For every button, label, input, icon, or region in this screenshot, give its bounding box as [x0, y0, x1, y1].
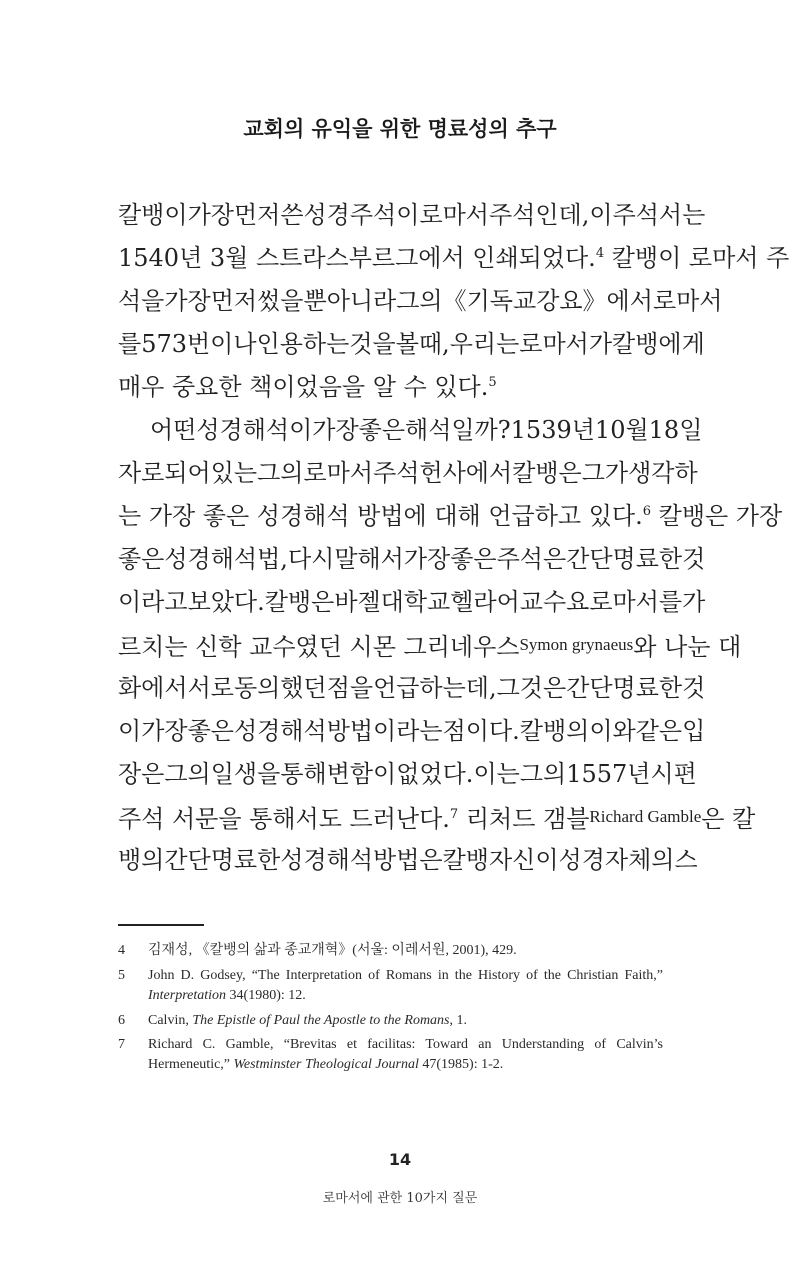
word: 어떤: [150, 416, 197, 444]
word: 간단명료한: [164, 846, 281, 874]
body-line: [118, 846, 698, 874]
word: 장은: [118, 760, 165, 788]
page-number: 14: [388, 1150, 412, 1169]
body-line: 1540년 3월 스트라스부르그에서 인쇄되었다.$^4$ 칼뱅이 로마서 주: [118, 244, 790, 272]
word: 통해: [280, 760, 327, 788]
word: 되어: [164, 459, 211, 487]
word: 573번이나: [141, 330, 257, 358]
word: 해석일까?: [405, 416, 511, 444]
word: 가: [682, 588, 706, 616]
word: 로마서: [419, 201, 489, 229]
word: 가장: [403, 545, 451, 573]
word: 그것은: [496, 674, 567, 702]
footnote-number: 4: [118, 943, 125, 958]
word: 때,: [418, 330, 450, 358]
book-title: 로마서에 관한 10가지 질문: [322, 1191, 478, 1206]
word: 이라고: [118, 588, 188, 616]
word: 칼뱅은: [264, 588, 335, 616]
word: 자체의: [604, 846, 675, 874]
word: 볼: [395, 330, 419, 358]
word: 그가: [581, 459, 629, 487]
word: 칼뱅에게: [612, 330, 705, 358]
body-line: 매우 중요한 책이었음을 알 수 있다.$^5$: [118, 373, 497, 401]
body-line: [118, 588, 706, 616]
word: 같은: [635, 717, 683, 745]
footnote-number: 5: [118, 968, 125, 983]
word: 이: [118, 717, 142, 745]
word: 우리는: [449, 330, 520, 358]
word: 18일: [648, 416, 703, 444]
footnote-text: 김재성, 《칼뱅의 삶과 종교개혁》(서울: 이레서원, 2001), 429.: [148, 943, 517, 958]
body-line: [118, 330, 705, 358]
word: 1557년: [566, 760, 651, 788]
word: 주석인데,: [489, 201, 590, 229]
word: 것: [682, 674, 706, 702]
word: 좋은: [358, 416, 406, 444]
word: 칼뱅은: [512, 459, 582, 487]
word: 것을: [349, 330, 396, 358]
word: 서로: [187, 674, 234, 702]
word: 이와: [589, 717, 636, 745]
word: 동의했던: [233, 674, 327, 702]
latin-name: Symon grynaeus: [519, 635, 634, 654]
footnote-number: 6: [118, 1013, 125, 1028]
word: 입: [682, 717, 706, 745]
word: 성경해석이: [196, 416, 313, 444]
word: 성경: [303, 201, 350, 229]
word: 칼뱅: [442, 846, 489, 874]
word: 성경해석: [233, 717, 327, 745]
word: 변함이: [326, 760, 397, 788]
word: 없었다.: [396, 760, 474, 788]
word: 성경해석: [280, 846, 374, 874]
word: 가장: [141, 717, 188, 745]
word: 스: [674, 846, 698, 874]
word: 점을: [326, 674, 374, 702]
word: 방법은: [373, 846, 443, 874]
word: 를: [118, 330, 142, 358]
footnote-text: Calvin, The Epistle of Paul the Apostle to the Romans, 1.: [148, 1013, 468, 1028]
word: 간단명료한: [566, 545, 683, 573]
word: 생각하: [628, 459, 698, 487]
word: 그의: [519, 760, 567, 788]
word: 좋은: [118, 545, 165, 573]
body-line: [150, 416, 703, 444]
body-line: [118, 760, 697, 788]
word: 자신이: [488, 846, 559, 874]
word: 10월: [594, 416, 649, 444]
footnote-ref[interactable]: 4: [595, 246, 605, 261]
footnote-divider: [118, 924, 204, 926]
word: 주석서는: [612, 201, 706, 229]
body-line: 르치는 신학 교수였던 시몬 그리네우스$^{Symon grynaeus}$와 나눈 대: [118, 633, 742, 661]
word: 방법이라는: [326, 717, 443, 745]
word: 가장: [312, 416, 359, 444]
word: 칼뱅의: [519, 717, 590, 745]
word: 주석: [373, 459, 420, 487]
word: 석을: [118, 287, 165, 315]
word: 시편: [650, 760, 697, 788]
word: 로마서가: [519, 330, 613, 358]
body-line: [118, 459, 698, 487]
word: 강요》에서: [536, 287, 653, 315]
word: 이는: [473, 760, 520, 788]
footnote-text: Richard C. Gamble, “Brevitas et facilitas: Toward an Understanding of Calvin’s Hermeneutic,” Westminster Theological Journal 47(1985): 1-2.: [148, 1037, 663, 1072]
word: 언급하는데,: [373, 674, 497, 702]
word: 간단명료한: [566, 674, 683, 702]
word: 로마서: [652, 287, 723, 315]
body-line: [118, 674, 706, 702]
word: 말해서: [334, 545, 404, 573]
word: 그의: [164, 760, 211, 788]
word: 화에서: [118, 674, 188, 702]
word: 교수요: [519, 588, 590, 616]
body-line: 는 가장 좋은 성경해석 방법에 대해 언급하고 있다.$^6$ 칼뱅은 가장: [118, 502, 783, 530]
word: 인용하는: [256, 330, 350, 358]
running-header: 교회의 유익을 위한 명료성의 추구: [243, 117, 557, 141]
word: 헬라어: [450, 588, 520, 616]
word: 바젤대학교: [334, 588, 451, 616]
footnote-ref[interactable]: 6: [642, 504, 651, 519]
footnote-text: John D. Godsey, “The Interpretation of Romans in the History of the Christian Faith,” Interpretation 34(1980): 12.: [148, 968, 663, 1003]
word: 쓴: [280, 201, 304, 229]
word: 그의: [396, 287, 443, 315]
body-line: [118, 717, 706, 745]
word: 로마서를: [589, 588, 683, 616]
word: 가장: [164, 287, 211, 315]
word: 좋은: [187, 717, 234, 745]
word: 칼뱅이: [118, 201, 188, 229]
footnote-ref[interactable]: 7: [449, 807, 459, 822]
body-line: [118, 287, 723, 315]
word: 그의: [257, 459, 304, 487]
word: 1539년: [510, 416, 595, 444]
word: 있는: [210, 459, 258, 487]
word: 다시: [287, 545, 335, 573]
word: 점이다.: [442, 717, 520, 745]
word: 성경해석법,: [164, 545, 288, 573]
footnote-number: 7: [118, 1037, 125, 1052]
word: 주석이: [349, 201, 420, 229]
word: 가장: [187, 201, 234, 229]
word: 이: [589, 201, 613, 229]
body-line: [118, 201, 706, 229]
word: 아니라: [326, 287, 397, 315]
footnote-ref[interactable]: 5: [488, 375, 497, 390]
word: 로마서: [303, 459, 374, 487]
body-line: [118, 545, 706, 573]
word: 뱅의: [118, 846, 165, 874]
word: 좋은: [450, 545, 497, 573]
word: 먼저: [233, 201, 281, 229]
word: 썼을: [257, 287, 304, 315]
word: 먼저: [210, 287, 258, 315]
word: 성경: [558, 846, 605, 874]
word: 주석은: [496, 545, 567, 573]
word: 일생을: [210, 760, 281, 788]
word: 《기독교: [442, 287, 537, 315]
body-line: 주석 서문을 통해서도 드러난다.$^7$ 리처드 갬블$^{Richard Gamble}$은 칼: [118, 805, 756, 833]
latin-name: Richard Gamble: [589, 807, 702, 826]
word: 헌사에서: [419, 459, 513, 487]
word: 자로: [118, 459, 165, 487]
word: 것: [682, 545, 706, 573]
word: 뿐: [303, 287, 327, 315]
word: 보았다.: [187, 588, 265, 616]
